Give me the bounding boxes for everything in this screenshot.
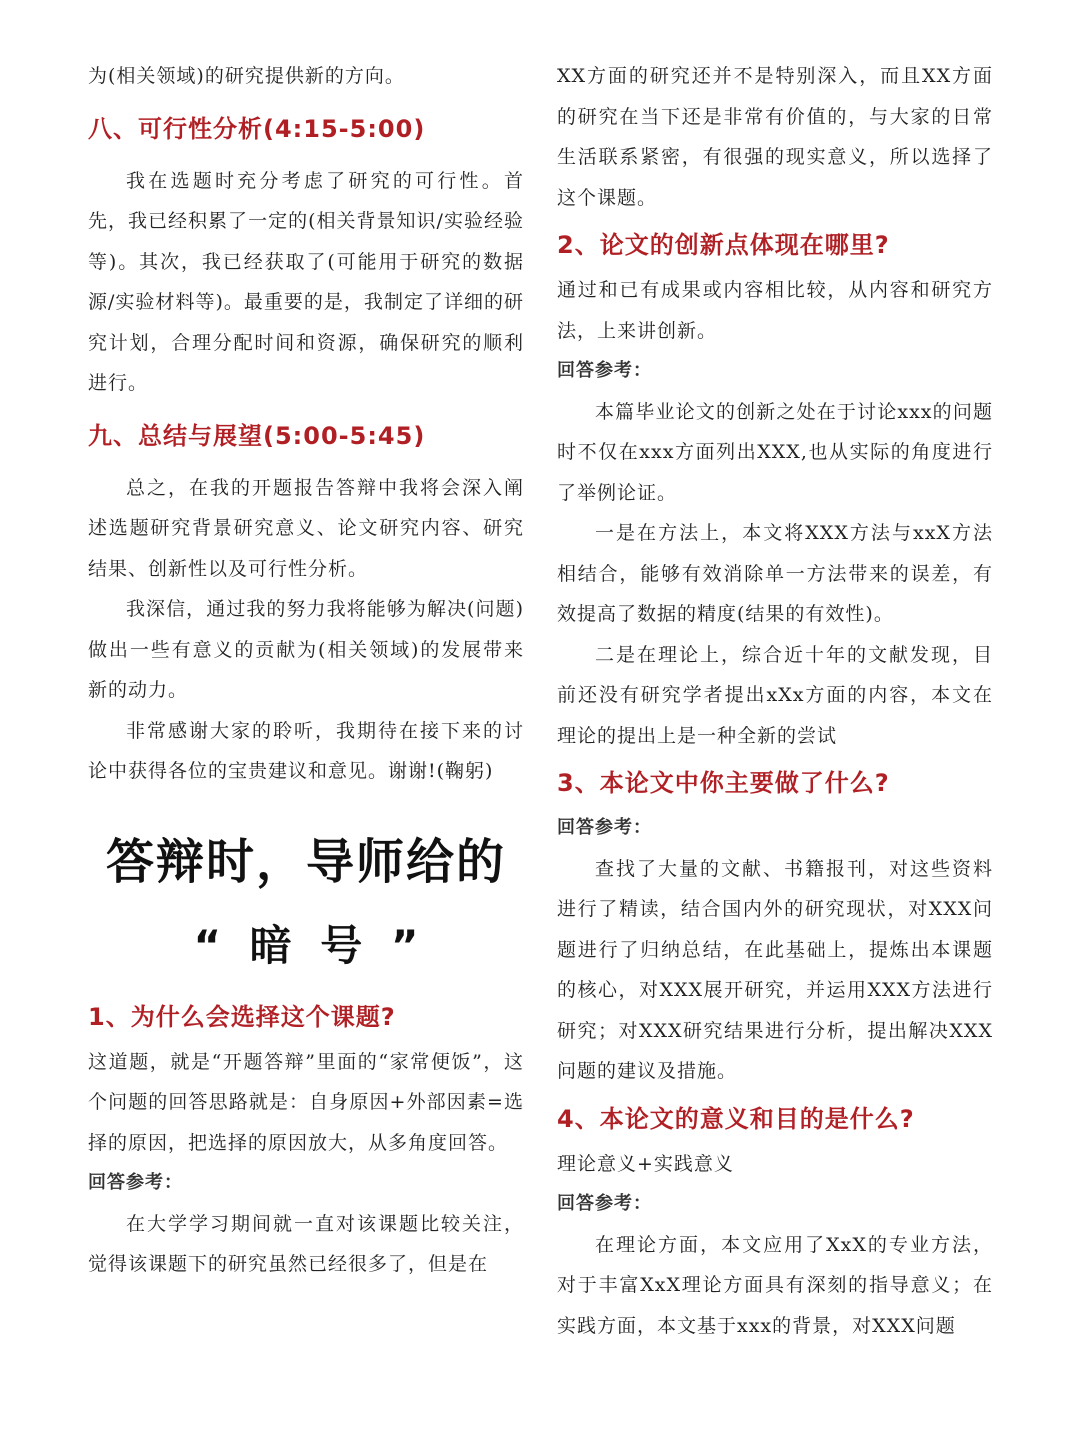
question-1-answer: 在大学学习期间就一直对该课题比较关注，觉得该课题下的研究虽然已经很多了，但是在 (88, 1212, 524, 1275)
section-heading-summary: 九、总结与展望(5:00-5:45) (88, 421, 426, 450)
question-heading-1: 1、为什么会选择这个课题? (88, 1002, 396, 1031)
question-heading-4: 4、本论文的意义和目的是什么? (557, 1104, 915, 1133)
question-1-intro: 这道题，就是“开题答辩”里面的“家常便饭”，这个问题的回答思路就是：自身原因+外部因素=选择的原因，把选择的原因放大，从多角度回答。 (88, 1050, 524, 1154)
paragraph-summary-2: 我深信，通过我的努力我将能够为解决(问题)做出一些有意义的贡献为(相关领域)的发展带来新的动力。 (88, 598, 524, 701)
question-4-intro: 理论意义+实践意义 (557, 1152, 734, 1175)
question-2-intro: 通过和已有成果或内容相比较，从内容和研究方法，上来讲创新。 (557, 279, 993, 342)
paragraph-feasibility: 我在选题时充分考虑了研究的可行性。首先，我已经积累了一定的(相关背景知识/实验经验等)。其次，我已经获取了(可能用于研究的数据源/实验材料等)。最重要的是，我制定了详细的研究计划，合理分配时间和资源，确保研究的顺利进行。 (88, 169, 524, 394)
question-2-answer-2: 一是在方法上，本文将XXX方法与xxX方法相结合，能够有效消除单一方法带来的误差，有效提高了数据的精度(结果的有效性)。 (557, 522, 993, 625)
question-4-answer-label: 回答参考： (557, 1193, 652, 1214)
defense-subtitle: “ 暗 号 ” (193, 920, 419, 970)
paragraph-intro-tail: 为(相关领域)的研究提供新的方向。 (88, 65, 405, 87)
question-1-answer-continued: XX方面的研究还并不是特别深入，而且XX方面的研究在当下还是非常有价值的，与大家的日常生活联系紧密，有很强的现实意义，所以选择了这个课题。 (557, 65, 993, 209)
question-3-answer-label: 回答参考： (557, 817, 652, 838)
paragraph-summary-1: 总之，在我的开题报告答辩中我将会深入阐述选题研究背景研究意义、论文研究内容、研究结果、创新性以及可行性分析。 (88, 476, 524, 580)
question-1-answer-label: 回答参考： (88, 1172, 183, 1193)
right-column (557, 56, 993, 1346)
paragraph-summary-3: 非常感谢大家的聆听，我期待在接下来的讨论中获得各位的宝贵建议和意见。谢谢!(鞠躬) (88, 719, 524, 782)
left-column (88, 56, 524, 1285)
question-2-answer-1: 本篇毕业论文的创新之处在于讨论xxx的问题时不仅在xxx方面列出XXX,也从实际的角度进行了举例论证。 (557, 400, 993, 504)
question-heading-3: 3、本论文中你主要做了什么? (557, 769, 890, 797)
question-heading-2: 2、论文的创新点体现在哪里? (557, 231, 890, 259)
section-heading-feasibility: 八、可行性分析(4:15-5:00) (88, 114, 426, 143)
question-2-answer-3: 二是在理论上，综合近十年的文献发现，目前还没有研究学者提出xXx方面的内容，本文在理论的提出上是一种全新的尝试 (557, 643, 993, 747)
question-4-answer: 在理论方面，本文应用了XxX的专业方法，对于丰富XxX理论方面具有深刻的指导意义；在实践方面，本文基于xxx的背景，对XXX问题 (557, 1233, 993, 1337)
question-3-answer: 查找了大量的文献、书籍报刊，对这些资料进行了精读，结合国内外的研究现状，对XXX问题进行了归纳总结，在此基础上，提炼出本课题的核心，对XXX展开研究，并运用XXX方法进行研究；对XXX研究结果进行分析，提出解决XXX问题的建议及措施。 (557, 857, 993, 1082)
defense-title: 答辩时，导师给的 (105, 833, 506, 890)
question-2-answer-label: 回答参考： (557, 360, 652, 381)
